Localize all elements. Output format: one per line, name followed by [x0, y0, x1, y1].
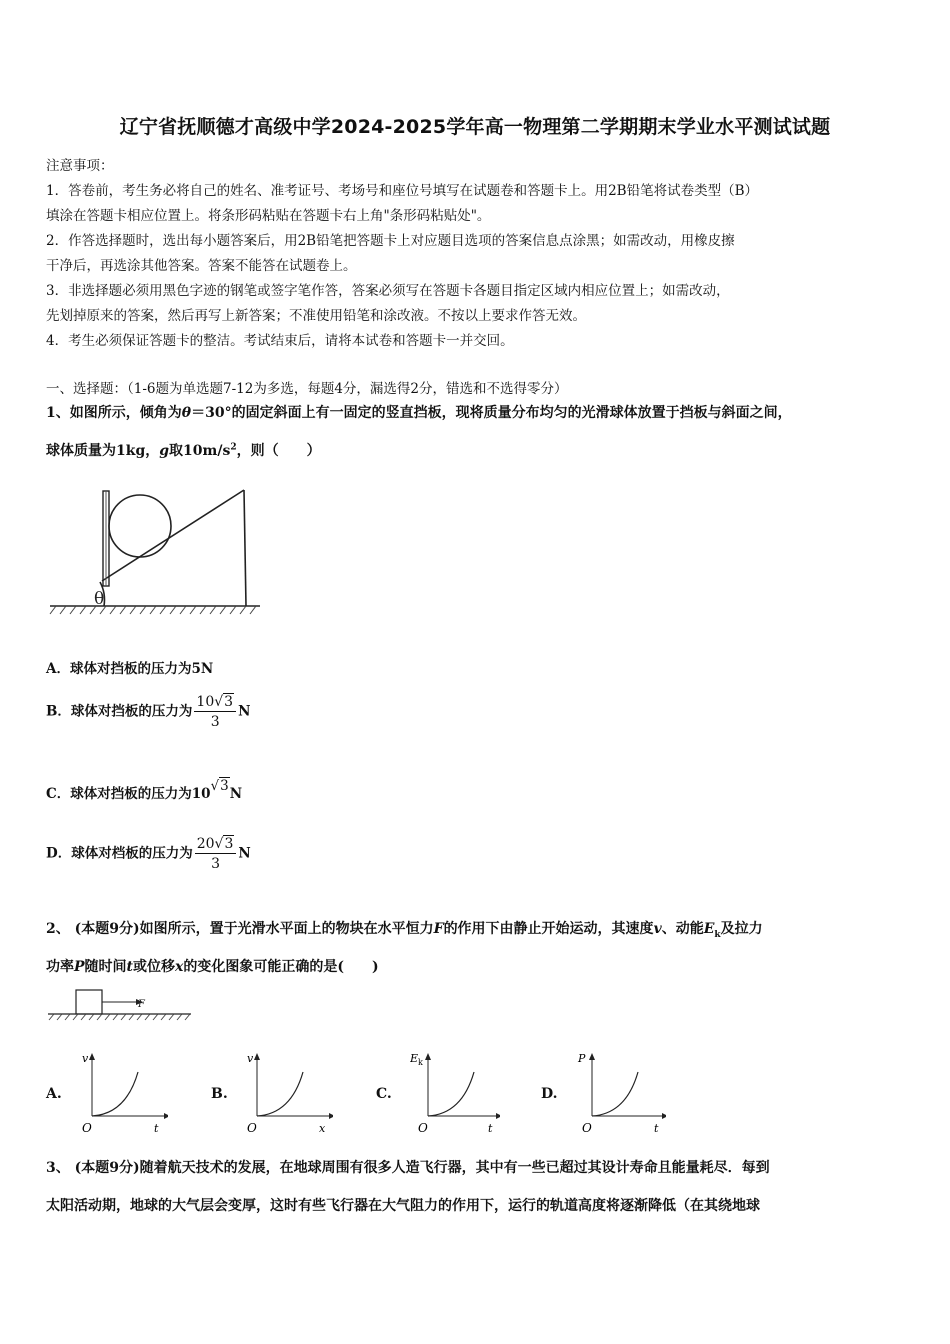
svg-text:v: v [82, 1052, 89, 1065]
q3-text-line1: 3、 (本题9分)随着航天技术的发展，在地球周围有很多人造飞行器，其中有一些已超过其设计寿命且能量耗尽．每到 [46, 1160, 770, 1176]
page-title: 辽宁省抚顺德才高级中学2024-2025学年高一物理第二学期期末学业水平测试试题 [119, 116, 831, 138]
q1-incline-figure [46, 478, 266, 623]
ground-hatching [50, 606, 256, 614]
notice-line: 干净后，再选涂其他答案。答案不能答在试题卷上。 [46, 258, 357, 274]
q2-graph-b [243, 1048, 333, 1138]
q1-option-a: A．球体对挡板的压力为5N [46, 661, 214, 677]
q3-text-line2: 太阳活动期，地球的大气层会变厚，这时有些飞行器在大气阻力的作用下，运行的轨道高度将逐渐降低（在其绕地球 [46, 1198, 760, 1214]
svg-text:k: k [418, 1058, 423, 1067]
q2-option-a-label: A. [46, 1086, 62, 1102]
q2-option-c-label: C. [376, 1086, 392, 1102]
curve [592, 1072, 638, 1116]
notice-line: 3．非选择题必须用黑色字迹的钢笔或签字笔作答，答案必须写在答题卡各题目指定区域内相应位置上；如需改动， [46, 283, 730, 299]
svg-text:O: O [247, 1121, 257, 1135]
svg-text:x: x [319, 1122, 326, 1135]
notice-line: 填涂在答题卡相应位置上。将条形码粘贴在答题卡右上角"条形码粘贴处"。 [46, 208, 491, 224]
q2-block-figure [46, 988, 196, 1024]
incline-vertical [244, 490, 246, 606]
svg-text:O: O [82, 1121, 92, 1135]
q2-graph-d [576, 1048, 666, 1138]
svg-text:E: E [410, 1052, 419, 1065]
svg-text:P: P [578, 1052, 586, 1065]
section-heading: 一、选择题：（1-6题为单选题7-12为多选，每题4分，漏选得2分，错选和不选得零分） [46, 381, 568, 397]
q2-graph-a [78, 1048, 168, 1138]
notice-line: 先划掉原来的答案，然后再写上新答案；不准使用铅笔和涂改液。不按以上要求作答无效。 [46, 308, 586, 324]
notice-line: 1．答卷前，考生务必将自己的姓名、准考证号、考场号和座位号填写在试题卷和答题卡上。用2B铅笔将试卷类型（B） [46, 183, 759, 199]
svg-text:t: t [654, 1122, 659, 1135]
q1-option-c: C．球体对挡板的压力为10√3N [46, 778, 243, 802]
q2-option-b-label: B. [211, 1086, 228, 1102]
curve [428, 1072, 474, 1116]
notice-line: 2．作答选择题时，选出每小题答案后，用2B铅笔把答题卡上对应题目选项的答案信息点涂黑；如需改动，用橡皮擦 [46, 233, 735, 249]
ball-circle [109, 495, 171, 557]
theta-label: θ [94, 589, 105, 609]
q1-option-d: D．球体对档板的压力为 $\frac{20√3}{3}$ N [46, 836, 251, 872]
q2-text-line2: 功率P随时间t或位移x的变化图象可能正确的是( ) [46, 959, 379, 975]
q2-option-d-label: D. [541, 1086, 558, 1102]
q1-text-line1: 1、如图所示，倾角为θ＝30°的固定斜面上有一固定的竖直挡板，现将质量分布均匀的光滑球体放置于挡板与斜面之间， [46, 405, 792, 421]
surface-hatching [49, 1014, 190, 1020]
incline-line [102, 490, 244, 581]
q2-text-line1: 2、 (本题9分)如图所示，置于光滑水平面上的物块在水平恒力F的作用下由静止开始运动，其速度v、动能$E_k$及拉力 [46, 921, 763, 940]
q1-text-line2: 球体质量为1kg，g取$10m/s^2$，则（ ） [46, 442, 321, 459]
fraction: $\frac{10√3}{3}$ [194, 694, 236, 730]
svg-text:v: v [247, 1052, 254, 1065]
curve [92, 1072, 138, 1116]
notice-line: 4．考生必须保证答题卡的整洁。考试结束后，请将本试卷和答题卡一并交回。 [46, 333, 514, 349]
notice-heading: 注意事项： [46, 158, 114, 174]
q1-option-b: B．球体对挡板的压力为 $\frac{10√3}{3}$ N [46, 694, 251, 730]
svg-text:O: O [582, 1121, 592, 1135]
svg-text:t: t [154, 1122, 159, 1135]
curve [257, 1072, 303, 1116]
force-label: F [138, 999, 145, 1010]
q2-graph-c [410, 1048, 500, 1138]
svg-text:t: t [488, 1122, 493, 1135]
fraction: $\frac{20√3}{3}$ [195, 836, 237, 872]
block [76, 990, 102, 1014]
barrier-plate [103, 491, 109, 586]
svg-text:O: O [418, 1121, 428, 1135]
